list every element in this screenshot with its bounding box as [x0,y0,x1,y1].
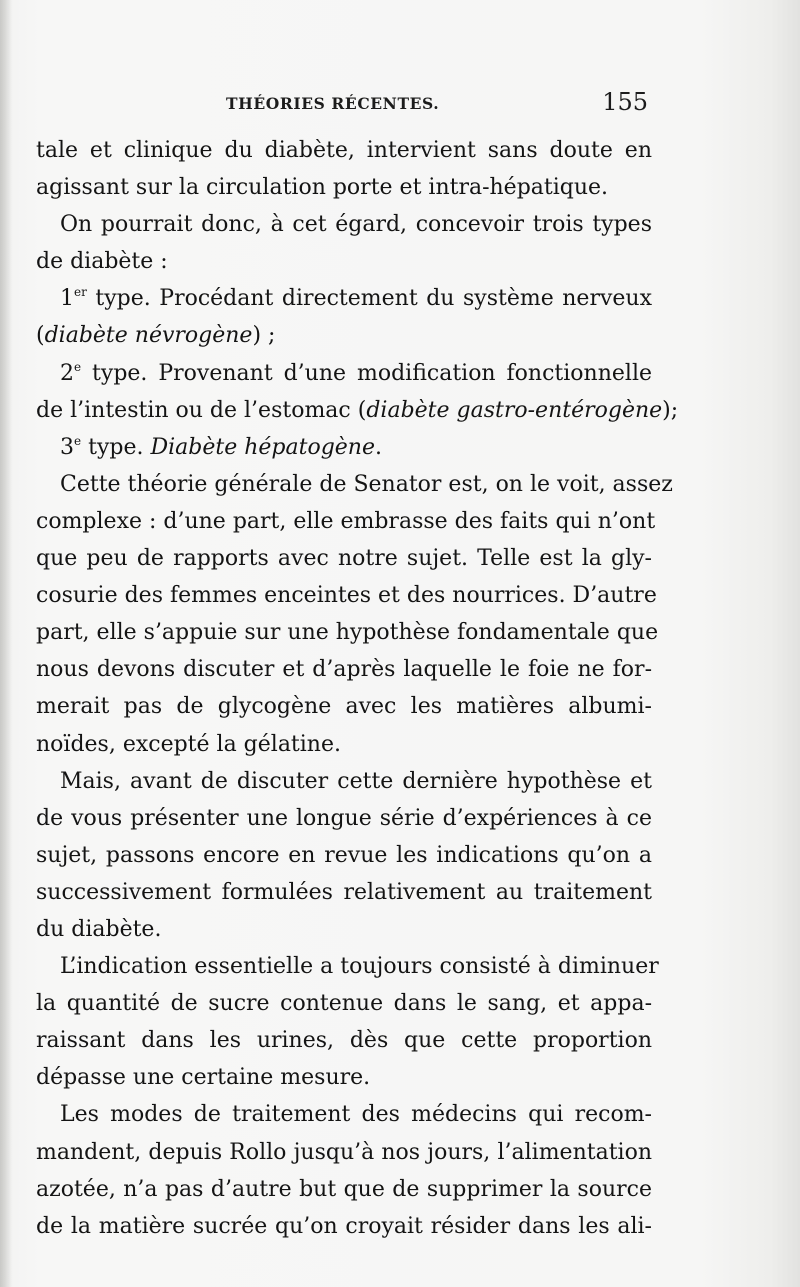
text-line: azotée, n’a pas d’autre but que de supprimer la source [36,1176,652,1202]
text-line: Mais, avant de discuter cette dernière hypothèse et [60,768,652,794]
ordinal-suffix: e [74,433,82,448]
italic-term: diabète gastro-entérogène [366,397,663,423]
line-end: . [374,434,382,460]
ordinal-suffix: e [74,359,82,374]
text-line: raissant dans les urines, dès que cette proportion [36,1028,652,1054]
text-line: agissant sur la circulation porte et intra-hépatique. [36,175,609,201]
text-line: mandent, depuis Rollo jusqu’à nos jours, l’alimentation [36,1139,652,1165]
ordinal-suffix: er [74,285,87,300]
list-text: type. [81,434,151,460]
text-line [36,317,652,354]
list-ordinal: 1 [60,286,74,312]
text-line: du diabète. [36,916,162,942]
text-line: sujet, passons encore en revue les indications qu’on a [36,842,652,868]
text-line: de la matière sucrée qu’on croyait résider dans les ali- [36,1213,652,1239]
text-line [36,392,679,429]
running-head [36,88,652,118]
line-start: de l’intestin ou de l’estomac ( [36,397,367,423]
list-text: type. Procédant directement du système nerveux [86,286,652,312]
text-line [36,429,652,466]
line-end: ); [662,397,679,423]
list-ordinal: 3 [60,434,74,460]
text-line: que peu de rapports avec notre sujet. Telle est la gly- [36,546,652,572]
list-text: type. Provenant d’une modification fonctionnelle [81,360,652,386]
text-line: dépasse une certaine mesure. [36,1065,371,1091]
page-number: 155 [602,88,648,116]
list-ordinal: 2 [60,360,74,386]
text-line [36,355,652,392]
text-line: complexe : d’une part, elle embrasse des faits qui n’ont [36,508,656,534]
paren-open: ( [36,323,45,349]
text-line: successivement formulées relativement au traitement [36,879,652,905]
text-line: noïdes, excepté la gélatine. [36,731,341,757]
text-line: de diabète : [36,249,168,275]
text-line: nous devons discuter et d’après laquelle le foie ne for- [36,657,652,683]
text-line: L’indication essentielle a toujours consisté à diminuer [60,954,659,980]
body-text [36,132,679,1245]
text-line: tale et clinique du diabète, intervient sans doute en [36,138,652,163]
paren-close: ) ; [252,323,276,349]
italic-term: diabète névrogène [44,323,253,349]
text-line: part, elle s’appuie sur une hypothèse fondamentale que [36,620,659,646]
italic-term: Diabète hépatogène [150,434,375,460]
text-line: Cette théorie générale de Senator est, on le voit, assez [60,471,673,497]
text-line: la quantité de sucre contenue dans le sang, et appa- [36,991,652,1017]
page-gutter-shadow [0,0,12,1287]
text-line: Les modes de traitement des médecins qui recom- [60,1102,652,1128]
text-line: On pourrait donc, à cet égard, concevoir trois types [60,212,652,238]
text-line [36,280,652,317]
running-title: THÉORIES RÉCENTES. [226,94,440,113]
text-line: merait pas de glycogène avec les matières albumi- [36,694,652,720]
text-line: cosurie des femmes enceintes et des nourrices. D’autre [36,583,657,609]
text-line: de vous présenter une longue série d’expériences à ce [36,805,652,831]
